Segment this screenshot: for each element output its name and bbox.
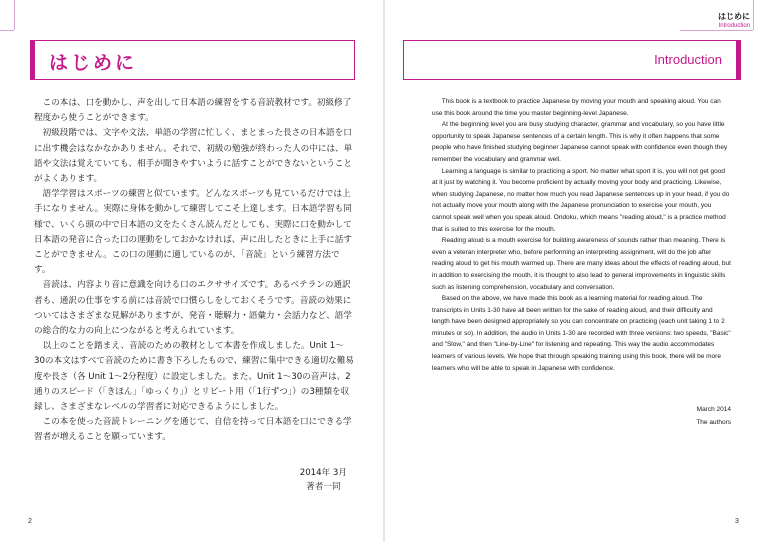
title-box bbox=[30, 40, 355, 80]
paragraph: Learning a language is similar to practicing a sport. No matter what sport it is, you will not get good at it just by watching it. You become proficient by actually moving your body and practicing. Likewise, when studying Japanese, no matter how much you read Japanese sentences up in your head, if you do not actually move your mouth along with the Japanese pronunciation to exercise your mouth, you cannot speak well when you speak aloud. Ondoku, which means "reading aloud," is a practice method that is suited to this exercise for the mouth. bbox=[432, 167, 730, 233]
paragraph: Based on the above, we have made this book as a learning material for reading aloud. The transcripts in Units 1-30 have all been written for the sake of reading aloud, and their difficulty and length have been designed appropriately so you can concentrate on practicing (each unit taking 1 to 2 minutes or so). In addition, the audio in Units 1-30 are recorded with three versions: two speeds, "Basic" and "Slow," and then "Line-by-Line" for listening and repeating. This way the audio accommodates learners of various levels. We hope that through speaking training using this book, there will be more learners who will be able to speak in Japanese with confidence. bbox=[432, 295, 731, 372]
signature-block bbox=[696, 403, 731, 429]
paragraph: 語学学習はスポーツの練習と似ています。どんなスポーツも見ているだけでは上手になりません。実際に身体を動かして練習してこそ上達します。日本語学習も同様で、いくら頭の中で日本語の文をたくさん読んだとしても、実際に口を動かして日本語の発音に合った口の運動をしておかなければ、声に出したときに上手に話すことができません。この口の運動に適しているのが、「音読」という練習方法です。 bbox=[34, 189, 352, 276]
page-title: Introduction bbox=[654, 52, 722, 67]
crop-rule bbox=[753, 0, 754, 30]
page-number: 2 bbox=[28, 518, 32, 525]
page-number: 3 bbox=[735, 518, 739, 525]
paragraph: この本を使った音読トレーニングを通じて、自信を持って日本語を口にできる学習者が増えることを願っています。 bbox=[34, 417, 352, 443]
paragraph: Reading aloud is a mouth exercise for building awareness of sounds rather than meaning. There is even a veteran interpreter who, before performing an interpreting assignment, will do the job after reading aloud to get his mouth warmed up. There are many ideas about the effects of reading aloud, but in addition to exercising the mouth, it is thought to also lead to general improvements in linguistic skills such as listening comprehension, vocabulary and conversation. bbox=[432, 237, 731, 291]
japanese-body bbox=[34, 96, 354, 446]
right-page bbox=[385, 0, 768, 542]
page-title: はじめに bbox=[49, 52, 138, 74]
signature-block bbox=[300, 466, 347, 494]
left-page bbox=[0, 0, 383, 542]
paragraph: 初級段階では、文字や文法、単語の学習に忙しく、まとまった長さの日本語を口に出す機会はなかなかありません。それで、初級の勉強が終わった人の中には、単語や文法は覚えていても、相手が聞きやすいように話すことができないということがよくあります。 bbox=[34, 128, 353, 185]
running-head bbox=[718, 12, 750, 30]
crop-rule bbox=[14, 0, 15, 30]
date: March 2014 bbox=[696, 406, 731, 413]
paragraph: 以上のことを踏まえ、音読のための教材として本書を作成しました。Unit 1～30の本文はすべて音読のために書き下ろしたもので、練習に集中できる適切な難易度や長さ（各 Unit 1～2分程度）に設定しました。また、Unit 1～30の音声は、2通りのスピード（「きほん」「ゆっくり」）とリピート用（「1行ずつ」）の3種類を収録し、さまざまなレベルの学習者に対応できるようにしました。 bbox=[34, 341, 354, 413]
title-box bbox=[403, 40, 741, 80]
paragraph: この本は、口を動かし、声を出して日本語の練習をする音読教材です。初級修了程度から使うことができます。 bbox=[34, 98, 352, 124]
paragraph: This book is a textbook to practice Japanese by moving your mouth and speaking aloud. You can use this book around the time you master beginning-level Japanese. bbox=[432, 98, 721, 117]
paragraph: At the beginning level you are busy studying character, grammar and vocabulary, so you have little opportunity to speak Japanese sentences of a certain length. This is why it often happens that some people who have finished studying beginner Japanese cannot speak with confidence even though they remember the vocabulary and grammar well. bbox=[432, 121, 728, 163]
crop-rule bbox=[0, 30, 14, 31]
author: 著者一同 bbox=[306, 482, 341, 492]
date: 2014年 3月 bbox=[299, 468, 347, 478]
paragraph: 音読は、内容より音に意識を向ける口のエクササイズです。あるベテランの通訳者も、通訳の仕事をする前には音読で口慣らしをしておくそうです。音読の効果についてはさまざまな見解がありますが、発音・聴解力・語彙力・会話力など、語学の総合的な力の向上につながると考えられています。 bbox=[34, 280, 352, 337]
running-head-jp: はじめに bbox=[718, 12, 750, 21]
running-head-en: Introduction bbox=[718, 23, 750, 29]
crop-rule bbox=[680, 30, 753, 31]
english-body bbox=[432, 96, 732, 374]
author: The authors bbox=[696, 419, 731, 426]
